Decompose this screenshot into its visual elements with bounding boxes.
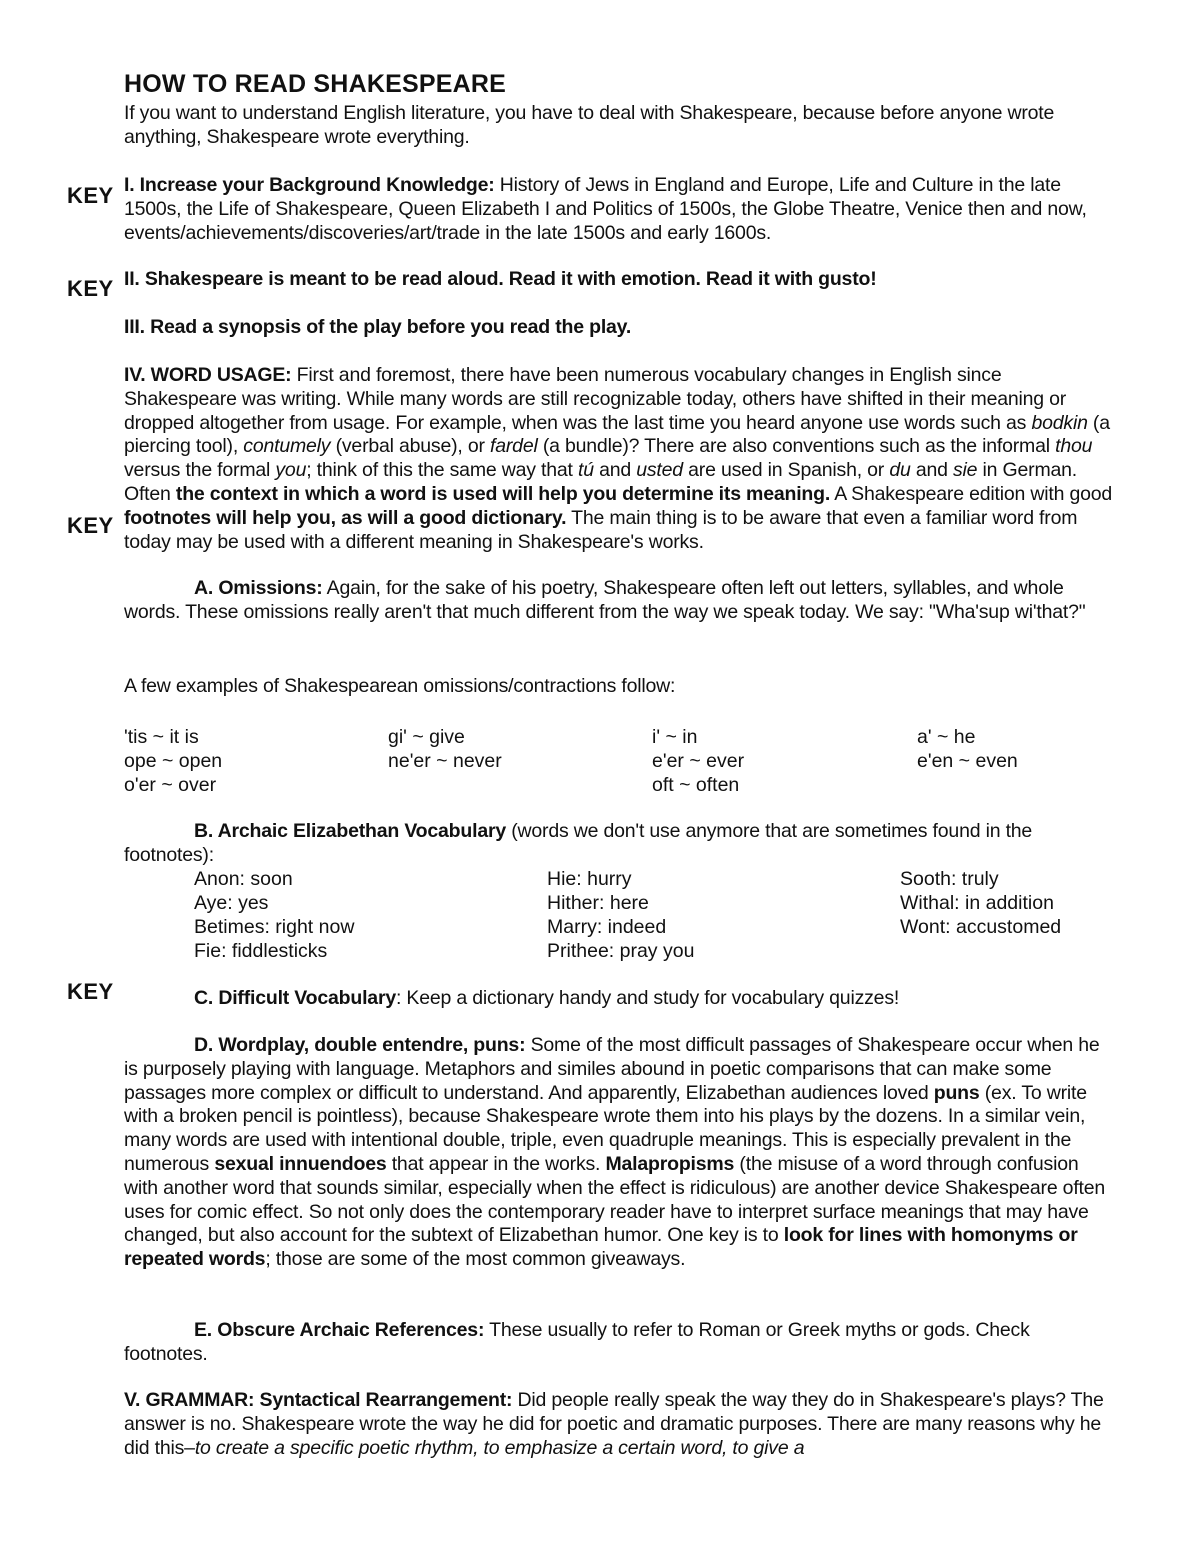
omission-item: 'tis ~ it is [124,726,199,748]
text-run: (the misuse of a word through confusion with another word that sounds similar, especially when the effect is ridiculous) are another device Shakespeare often uses for comic effect. So not only does the contemporary reader have to interpret surface meanings that may have changed, but also account for the subtext of Elizabethan humor. One key is to [124,1152,1106,1247]
section-heading: V. GRAMMAR: Syntactical Rearrangement: [124,1389,513,1411]
text-run: and [593,459,637,482]
text-run: and [910,459,953,482]
vocab-item: Sooth: truly [900,868,999,890]
section-read-aloud: II. Shakespeare is meant to be read aloud. Read it with emotion. Read it with gusto! [124,268,877,290]
section-heading: C. Difficult Vocabulary [194,987,396,1009]
section-heading: A. Omissions: [194,577,323,599]
vocab-item: Withal: in addition [900,892,1054,914]
emphasis: sexual innuendoes [214,1152,387,1175]
vocab-item: Hie: hurry [547,868,632,890]
example-word: tú [577,459,594,482]
key-label: KEY [67,276,114,301]
text-run: in German. Often [124,459,1077,505]
omissions-row [124,726,1114,750]
page-title: HOW TO READ SHAKESPEARE [124,70,506,98]
vocab-item: Aye: yes [194,892,269,914]
example-word: bodkin [1031,411,1088,434]
section-synopsis: III. Read a synopsis of the play before you read the play. [124,316,632,338]
section-heading: B. Archaic Elizabethan Vocabulary [194,820,506,842]
key-label: KEY [67,183,114,208]
omission-item: ne'er ~ never [388,750,502,772]
omission-item: e'er ~ ever [652,750,745,772]
section-heading: I. Increase your Background Knowledge: [124,174,495,196]
section-difficult-vocabulary [124,987,1114,1011]
vocab-row [124,892,1114,916]
emphasis: Malapropisms [605,1152,735,1175]
omission-item: a' ~ he [917,726,976,748]
text-run: (ex. To write with a broken pencil is pointless), because Shakespeare wrote them into his plays by the dozens. In a similar vein, many words are used with intentional double, triple, even quadruple meanings. This is especially prevalent in the numerous [124,1081,1087,1175]
emphasis: puns [933,1081,980,1104]
key-label: KEY [67,979,114,1004]
text-run: A Shakespeare edition with good [830,482,1113,505]
emphasis: look for lines with homonyms or repeated words [124,1224,1078,1271]
example-word: contumely [243,435,331,458]
text-run: ; those are some of the most common giveaways. [265,1248,686,1271]
omission-item: gi' ~ give [388,726,465,748]
text-run: (a piercing tool), [124,411,1110,458]
omissions-intro: A few examples of Shakespearean omissions/contractions follow: [124,675,676,697]
example-word: you [275,459,307,482]
example-word: thou [1055,435,1093,458]
vocab-item: Betimes: right now [194,916,355,938]
example-word: sie [953,459,978,482]
omission-item: o'er ~ over [124,774,217,796]
omission-item: e'en ~ even [917,750,1018,772]
section-text: : Keep a dictionary handy and study for vocabulary quizzes! [396,987,900,1009]
section-omissions [124,577,1114,625]
example-word: fardel [490,435,538,458]
text-run: that appear in the works. [386,1152,606,1175]
section-text: These usually to refer to Roman or Greek myths or gods. Check footnotes. [124,1319,1030,1365]
section-heading: D. Wordplay, double entendre, puns: [194,1034,526,1056]
section-background-knowledge [124,174,1114,245]
section-text: Again, for the sake of his poetry, Shakespeare often left out letters, syllables, and whole words. These omissions really aren't that much different from the way we speak today. We say: "Wha'sup wi'that?" [124,577,1086,623]
section-heading: IV. WORD USAGE: [124,364,292,386]
vocab-item: Anon: soon [194,868,293,890]
italic-run: to create a specific poetic rhythm, to emphasize a certain word, to give a [194,1436,805,1459]
emphasis: footnotes will help you, as will a good dictionary. [124,506,567,529]
key-label: KEY [67,513,114,538]
section-text: History of Jews in England and Europe, Life and Culture in the late 1500s, the Life of Shakespeare, Queen Elizabeth I and Politics of 1500s, the Globe Theatre, Venice then and now, events/achievements/discoveries/art/trade in the late 1500s and early 1600s. [124,174,1087,244]
intro-paragraph: If you want to understand English literature, you have to deal with Shakespeare, because before anyone wrote anything, Shakespeare wrote everything. [124,102,1055,148]
text-run: Did people really speak the way they do in Shakespeare's plays? The answer is no. Shakespeare wrote the way he did for poetic and dramatic purposes. There are many reasons why he did this– [124,1389,1104,1459]
emphasis: the context in which a word is used will help you determine its meaning. [175,482,831,505]
section-archaic-references [124,1319,1114,1367]
text-run: ; think of this the same way that [306,459,578,482]
omissions-row [124,750,1114,774]
vocab-row [124,916,1114,940]
text-run: are used in Spanish, or [682,459,890,482]
section-text: (words we don't use anymore that are sometimes found in the footnotes): [124,820,1033,866]
section-word-usage [124,364,1114,554]
example-word: usted [636,459,683,482]
section-heading: E. Obscure Archaic References: [194,1319,485,1341]
vocab-item: Hither: here [547,892,649,914]
text-run: versus the formal [124,459,276,482]
vocab-row [124,940,1114,964]
omission-item: oft ~ often [652,774,740,796]
omissions-row [124,774,1114,798]
omission-item: ope ~ open [124,750,223,772]
text-run: The main thing is to be aware that even a familiar word from today may be used with a different meaning in Shakespeare's works. [124,506,1078,553]
vocab-item: Prithee: pray you [547,940,695,962]
vocab-item: Wont: accustomed [900,916,1062,938]
text-run: (a bundle)? There are also conventions such as the informal [537,435,1056,458]
text-run: First and foremost, there have been numerous vocabulary changes in English since Shakespeare was writing. While many words are still recognizable today, others have shifted in their meaning or dropped altogether from usage. For example, when was the last time you heard anyone use words such as [124,364,1067,434]
section-wordplay [124,1034,1114,1272]
section-archaic-vocabulary [124,820,1114,868]
section-grammar [124,1389,1114,1460]
text-run: Some of the most difficult passages of Shakespeare occur when he is purposely playing with language. Metaphors and similes abound in poetic comparisons that can make some passages more complex or difficult to understand. And apparently, Elizabethan audiences loved [124,1034,1100,1104]
example-word: du [889,459,911,482]
vocab-row [124,868,1114,892]
vocab-item: Fie: fiddlesticks [194,940,328,962]
vocab-item: Marry: indeed [547,916,667,938]
text-run: (verbal abuse), or [330,435,491,458]
omission-item: i' ~ in [652,726,698,748]
